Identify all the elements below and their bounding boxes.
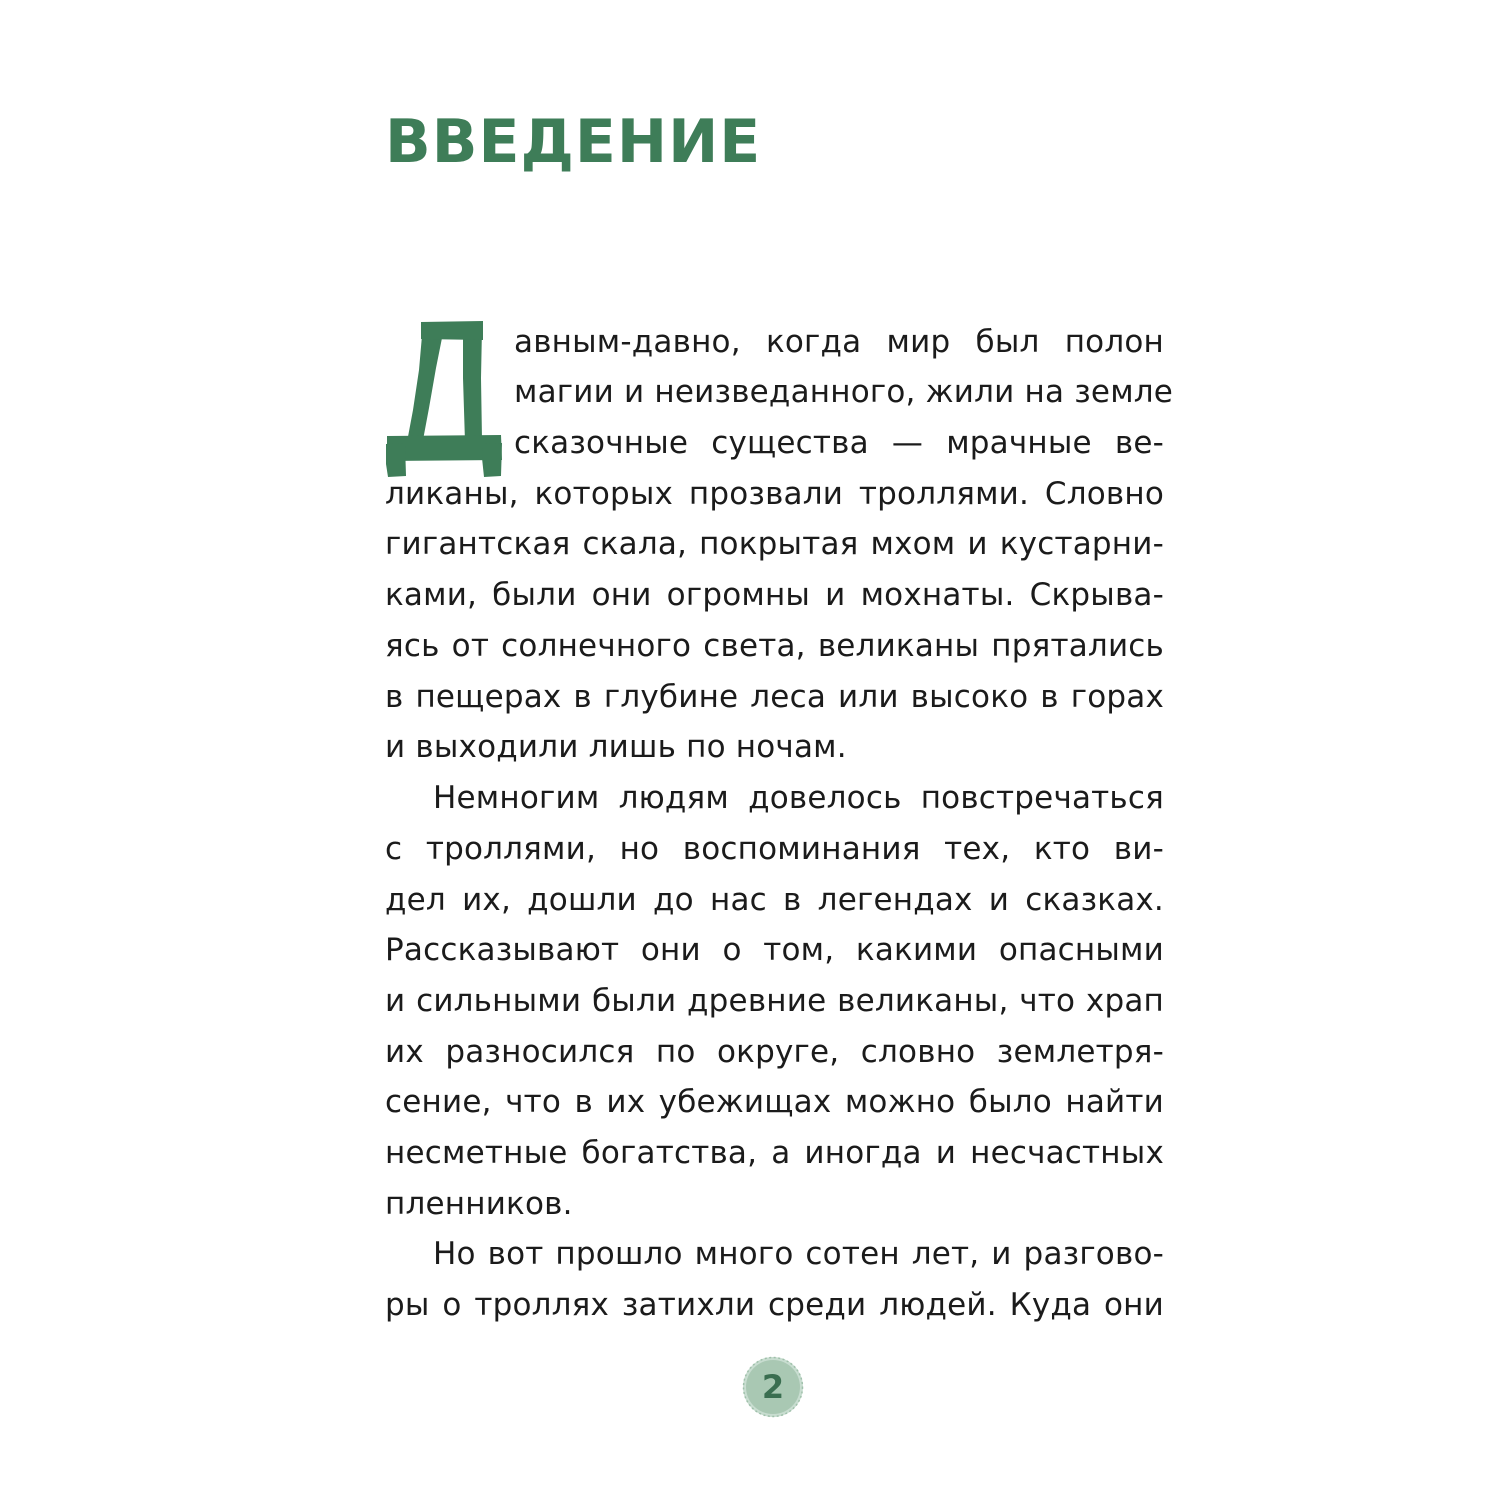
- text-line: несметные богатства, а иногда и несчастных: [385, 1135, 1164, 1171]
- page-number: 2: [761, 1368, 785, 1406]
- text-line: Немногим людям довелось повстречаться: [433, 780, 1164, 816]
- text-line: сение, что в их убежищах можно было найти: [385, 1084, 1164, 1120]
- chapter-title: ВВЕДЕНИЕ: [385, 107, 762, 177]
- text-line: авным-давно, когда мир был полон: [514, 324, 1164, 360]
- text-line: ры о троллях затихли среди людей. Куда они: [385, 1287, 1164, 1323]
- text-line: пленников.: [385, 1186, 573, 1222]
- text-line: ками, были они огромны и мохнаты. Скрыва-: [385, 577, 1164, 613]
- page-number-badge: [742, 1356, 804, 1418]
- text-line: сказочные существа — мрачные ве-: [514, 425, 1164, 461]
- text-line: и сильными были древние великаны, что храп: [385, 983, 1164, 1019]
- text-line: Рассказывают они о том, какими опасными: [385, 932, 1164, 968]
- text-line: в пещерах в глубине леса или высоко в горах: [385, 679, 1164, 715]
- text-line: с троллями, но воспоминания тех, кто ви-: [385, 831, 1164, 867]
- text-line: магии и неизведанного, жили на земле: [514, 374, 1174, 410]
- text-line: дел их, дошли до нас в легендах и сказках.: [385, 882, 1164, 918]
- text-line: ликаны, которых прозвали троллями. Словно: [385, 476, 1164, 512]
- text-line: их разносился по округе, словно землетря-: [385, 1034, 1164, 1070]
- text-line: и выходили лишь по ночам.: [385, 729, 847, 765]
- drop-cap-letter: [383, 318, 505, 478]
- text-line: ясь от солнечного света, великаны прятались: [385, 628, 1164, 664]
- text-line: Но вот прошло много сотен лет, и разгово-: [433, 1236, 1164, 1272]
- text-line: гигантская скала, покрытая мхом и кустарни-: [385, 526, 1164, 562]
